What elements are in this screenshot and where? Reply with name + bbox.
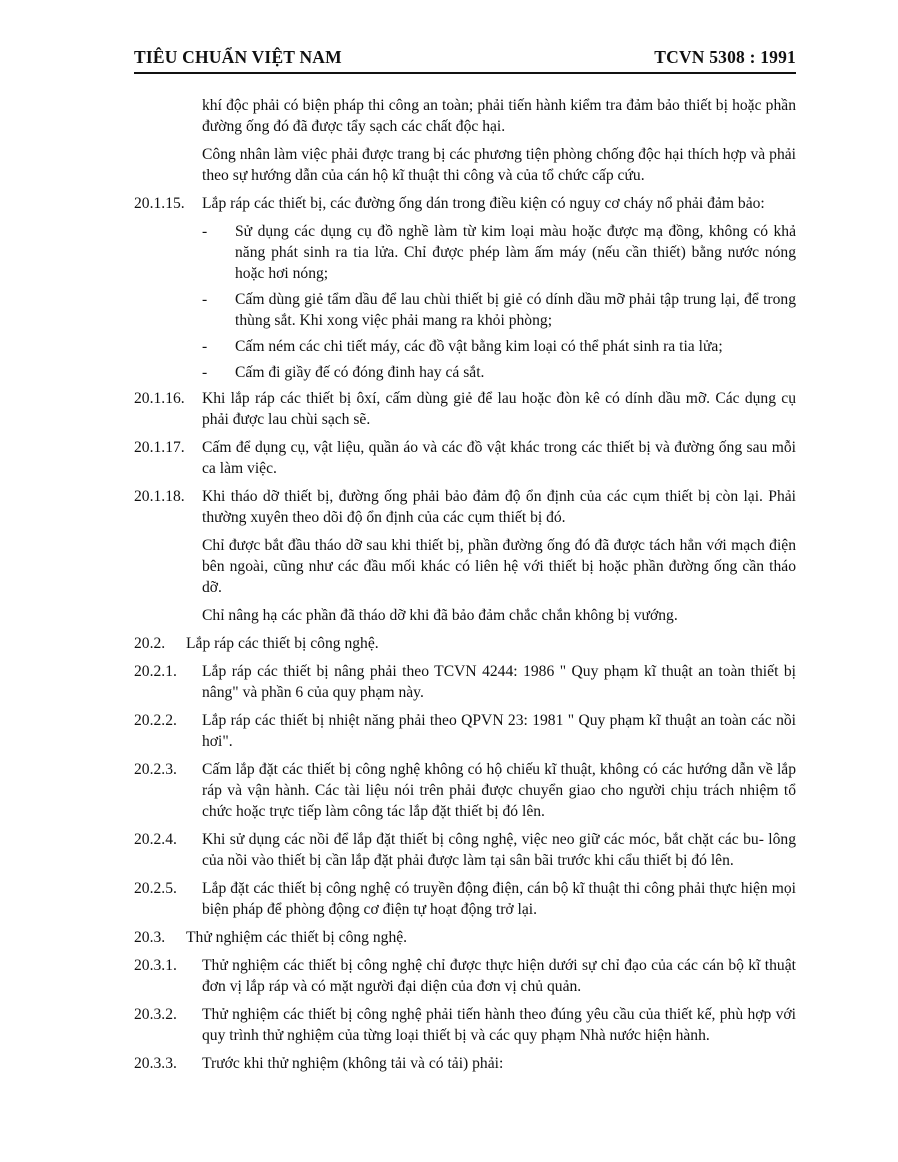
clause <box>134 1004 796 1046</box>
document-body <box>134 95 796 1081</box>
clause-number: 20.3.2. <box>134 1006 177 1023</box>
section-heading <box>134 927 796 948</box>
clause-text: Cấm để dụng cụ, vật liệu, quần áo và các đồ vật khác trong các thiết bị và đường ống sau mỗi ca làm việc. <box>202 439 796 477</box>
clause-number: 20.1.15. <box>134 195 185 212</box>
dash-marker: - <box>202 338 208 355</box>
clause <box>134 710 796 752</box>
clause-text: Thử nghiệm các thiết bị công nghệ chỉ được thực hiện dưới sự chỉ đạo của các cán bộ kĩ thuật đơn vị lắp ráp và có mặt người đại diện của đơn vị chủ quản. <box>202 957 796 995</box>
bullet-item <box>134 221 796 284</box>
clause-text: Lắp ráp các thiết bị công nghệ. <box>186 635 379 652</box>
clause-text: Lắp ráp các thiết bị nhiệt năng phải theo QPVN 23: 1981 " Quy phạm kĩ thuật an toàn các nồi hơi". <box>202 712 796 750</box>
clause-text: Khi tháo dỡ thiết bị, đường ống phải bảo đảm độ ổn định của các cụm thiết bị còn lại. Phải thường xuyên theo dõi độ ổn định của các cụm thiết bị đó. <box>202 488 796 526</box>
clause-text: Khi sử dụng các nồi để lắp đặt thiết bị công nghệ, việc neo giữ các móc, bắt chặt các bu- lông của nồi vào thiết bị cần lắp đặt phải được làm tại sân bãi trước khi cẩu thiết bị đó lên. <box>202 831 796 869</box>
clause-number: 20.2.4. <box>134 831 177 848</box>
clause-number: 20.1.18. <box>134 488 185 505</box>
paragraph: Công nhân làm việc phải được trang bị các phương tiện phòng chống độc hại thích hợp và phải theo sự hướng dẫn của cán hộ kĩ thuật thi công và của tổ chức cấp cứu. <box>202 146 796 184</box>
header-title: TIÊU CHUẨN VIỆT NAM <box>134 47 342 67</box>
clause-number: 20.1.17. <box>134 439 185 456</box>
clause-text: Trước khi thử nghiệm (không tải và có tải) phải: <box>202 1055 504 1072</box>
clause <box>134 486 796 528</box>
clause-text: Lắp ráp các thiết bị nâng phải theo TCVN 4244: 1986 " Quy phạm kĩ thuật an toàn thiết bị nâng" và phần 6 của quy phạm này. <box>202 663 796 701</box>
section-heading <box>134 633 796 654</box>
bullet-item <box>134 336 796 357</box>
clause <box>134 1053 796 1074</box>
page-header <box>134 47 796 68</box>
clause <box>134 829 796 871</box>
clause-number: 20.2. <box>134 635 166 652</box>
clause-number: 20.3.3. <box>134 1055 177 1072</box>
bullet-text: Cấm đi giầy đế có đóng đinh hay cá sắt. <box>235 364 485 381</box>
dash-marker: - <box>202 364 208 381</box>
paragraph: Chỉ được bắt đầu tháo dỡ sau khi thiết bị, phần đường ống đó đã được tách hẳn với mạch điện bên ngoài, cũng như các đầu mối khác có liên hệ với thiết bị hoặc phần đường ống cần tháo dỡ. <box>202 537 796 596</box>
bullet-text: Cấm ném các chi tiết máy, các đồ vật bằng kim loại có thể phát sinh ra tia lửa; <box>235 338 723 355</box>
clause-number: 20.2.2. <box>134 712 177 729</box>
dash-marker: - <box>202 223 208 240</box>
clause <box>134 388 796 430</box>
clause-text: Lắp ráp các thiết bị, các đường ống dán trong điều kiện có nguy cơ cháy nổ phải đảm bảo: <box>202 195 765 212</box>
clause-text: Lắp đặt các thiết bị công nghệ có truyền động điện, cán bộ kĩ thuật thi công phải thực hiện mọi biện pháp để phòng động cơ điện tự hoạt động trở lại. <box>202 880 796 918</box>
bullet-text: Cấm dùng giẻ tẩm dầu để lau chùi thiết bị giẻ có dính dầu mỡ phải tập trung lại, để trong thùng sắt. Khi xong việc phải mang ra khỏi phòng; <box>235 291 796 329</box>
bullet-text: Sử dụng các dụng cụ đồ nghề làm từ kim loại màu hoặc được mạ đồng, không có khả năng phát sinh ra tia lửa. Chỉ được phép làm ấm máy (nếu cần thiết) bằng nước nóng hoặc hơi nóng; <box>235 223 796 282</box>
clause-number: 20.2.1. <box>134 663 177 680</box>
clause-number: 20.2.3. <box>134 761 177 778</box>
clause <box>134 878 796 920</box>
clause-text: Thử nghiệm các thiết bị công nghệ phải tiến hành theo đúng yêu cầu của thiết kế, phù hợp với quy trình thử nghiệm của từng loại thiết bị và các quy phạm Nhà nước hiện hành. <box>202 1006 796 1044</box>
clause-text: Thử nghiệm các thiết bị công nghệ. <box>186 929 408 946</box>
clause <box>134 661 796 703</box>
paragraph: khí độc phải có biện pháp thi công an toàn; phải tiến hành kiểm tra đảm bảo thiết bị hoặc phần đường ống đó đã được tẩy sạch các chất độc hại. <box>202 97 796 135</box>
clause-number: 20.3. <box>134 929 166 946</box>
header-standard-code: TCVN 5308 : 1991 <box>654 47 796 67</box>
clause-text: Cấm lắp đặt các thiết bị công nghệ không có hộ chiếu kĩ thuật, không có các hướng dẫn về lắp ráp và vận hành. Các tài liệu nói trên phải được chuyển giao cho người chịu trách nhiệm tổ chức hoặc trực tiếp làm công tác lắp đặt thiết bị đó lên. <box>202 761 796 820</box>
paragraph: Chỉ nâng hạ các phần đã tháo dỡ khi đã bảo đảm chắc chắn không bị vướng. <box>202 607 678 624</box>
clause-number: 20.2.5. <box>134 880 177 897</box>
clause-number: 20.3.1. <box>134 957 177 974</box>
clause <box>134 955 796 997</box>
clause-number: 20.1.16. <box>134 390 185 407</box>
clause-text: Khi lắp ráp các thiết bị ôxí, cấm dùng giẻ để lau hoặc đòn kê có dính dầu mỡ. Các dụng cụ phải được lau chùi sạch sẽ. <box>202 390 796 428</box>
header-rule <box>134 72 796 74</box>
clause <box>134 759 796 822</box>
clause <box>134 437 796 479</box>
bullet-item <box>134 289 796 331</box>
clause <box>134 193 796 214</box>
dash-marker: - <box>202 291 208 308</box>
bullet-item <box>134 362 796 383</box>
